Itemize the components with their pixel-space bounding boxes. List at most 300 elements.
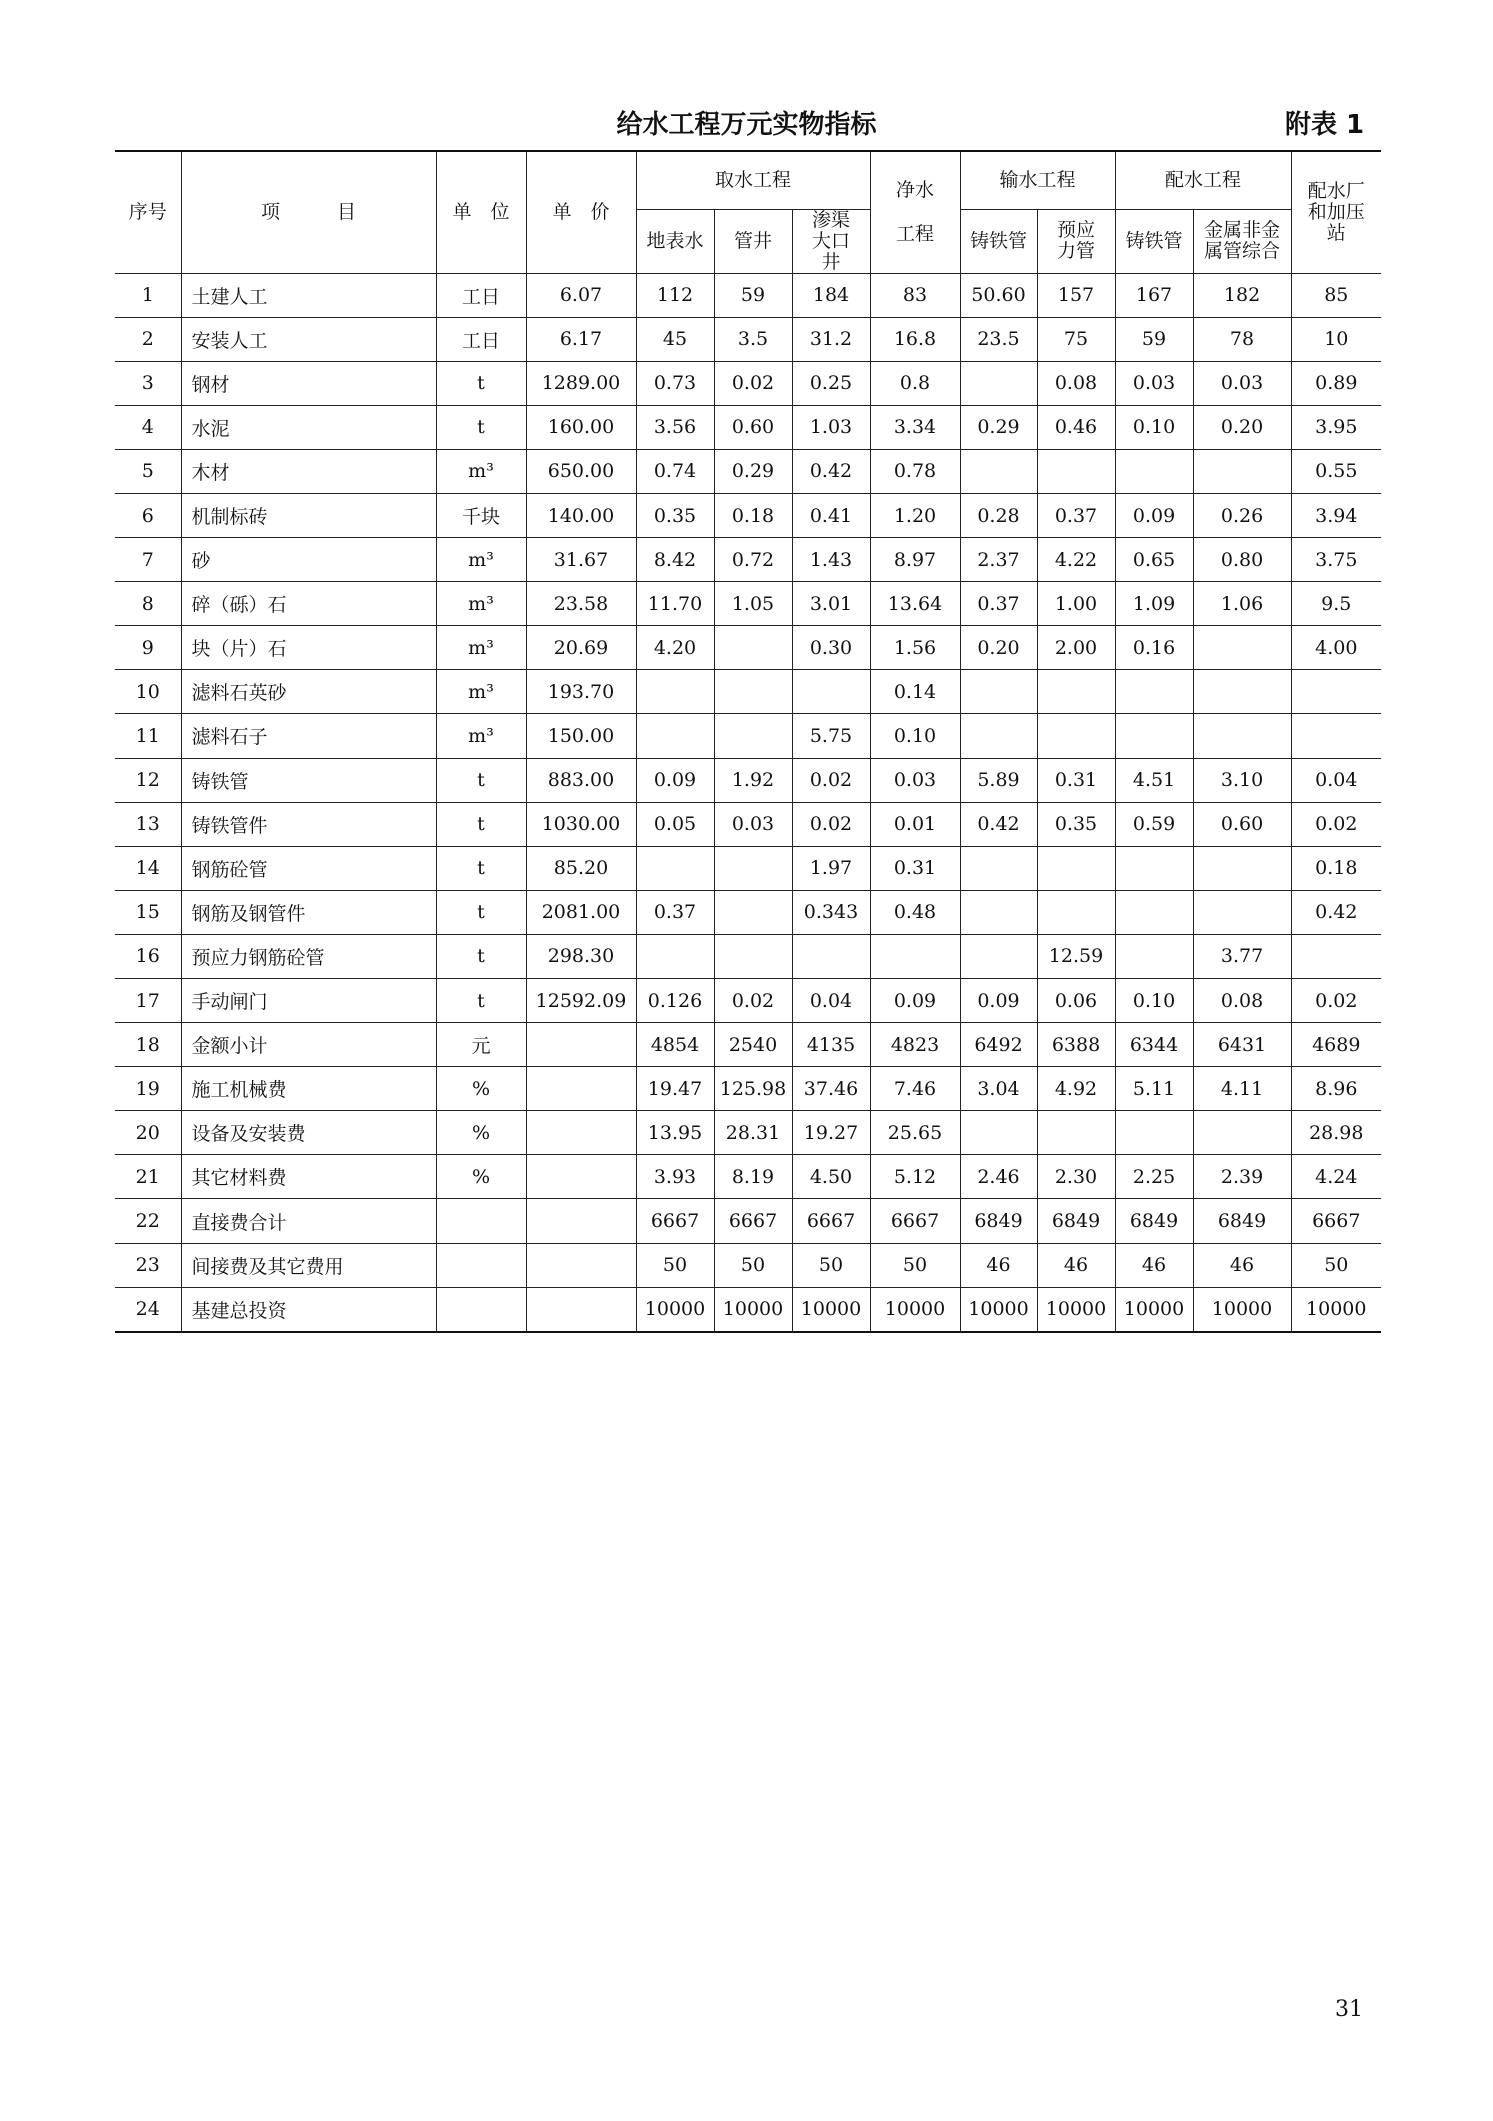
row-value: 10000	[1291, 1287, 1381, 1332]
row-value: 0.89	[1291, 361, 1381, 405]
row-item: 木材	[181, 449, 436, 493]
row-value: 0.41	[792, 493, 870, 537]
row-value: 6431	[1193, 1023, 1291, 1067]
row-value: 0.09	[960, 979, 1037, 1023]
row-value: 4689	[1291, 1023, 1381, 1067]
row-value: 4.20	[636, 626, 714, 670]
row-value: 0.03	[1193, 361, 1291, 405]
row-value: 7.46	[870, 1067, 960, 1111]
row-value: 0.20	[1193, 405, 1291, 449]
row-value: 0.72	[714, 538, 792, 582]
row-value: 12.59	[1037, 934, 1115, 978]
row-value: 6344	[1115, 1023, 1193, 1067]
row-value	[714, 890, 792, 934]
row-value	[636, 934, 714, 978]
row-value: 10000	[1115, 1287, 1193, 1332]
appendix-label: 附表 1	[1285, 110, 1365, 140]
row-value: 0.02	[792, 758, 870, 802]
table-row	[115, 670, 1381, 714]
row-value: 8.97	[870, 538, 960, 582]
row-value: 4.00	[1291, 626, 1381, 670]
row-value: 0.8	[870, 361, 960, 405]
row-value	[960, 361, 1037, 405]
table-row	[115, 802, 1381, 846]
row-value	[1115, 846, 1193, 890]
table-row	[115, 1243, 1381, 1287]
row-value: 0.35	[1037, 802, 1115, 846]
row-value	[1193, 846, 1291, 890]
row-value: 1.56	[870, 626, 960, 670]
header-dist-iron: 铸铁管	[1115, 209, 1193, 273]
row-value	[714, 714, 792, 758]
row-value: 5.75	[792, 714, 870, 758]
row-value: 0.37	[636, 890, 714, 934]
row-value: 6849	[1193, 1199, 1291, 1243]
row-price: 2081.00	[526, 890, 636, 934]
row-value: 46	[1115, 1243, 1193, 1287]
row-unit: m³	[436, 670, 526, 714]
row-number: 2	[115, 317, 181, 361]
row-value: 0.80	[1193, 538, 1291, 582]
row-price: 150.00	[526, 714, 636, 758]
row-value: 50	[1291, 1243, 1381, 1287]
row-value	[1037, 1111, 1115, 1155]
row-value: 4.50	[792, 1155, 870, 1199]
row-price: 1030.00	[526, 802, 636, 846]
row-item: 水泥	[181, 405, 436, 449]
row-value	[792, 934, 870, 978]
row-value: 6667	[1291, 1199, 1381, 1243]
row-value: 157	[1037, 273, 1115, 317]
row-value: 0.03	[714, 802, 792, 846]
row-price	[526, 1155, 636, 1199]
row-value: 46	[1037, 1243, 1115, 1287]
row-value	[1193, 626, 1291, 670]
row-value: 0.05	[636, 802, 714, 846]
header-plant: 配水厂和加压站	[1291, 151, 1381, 273]
row-price	[526, 1111, 636, 1155]
row-value: 59	[1115, 317, 1193, 361]
row-value	[1115, 670, 1193, 714]
header-distribution: 配水工程	[1115, 151, 1291, 209]
row-value: 0.42	[960, 802, 1037, 846]
row-unit: t	[436, 405, 526, 449]
row-value: 3.01	[792, 582, 870, 626]
row-price: 883.00	[526, 758, 636, 802]
row-value: 19.47	[636, 1067, 714, 1111]
row-value: 75	[1037, 317, 1115, 361]
row-value: 1.03	[792, 405, 870, 449]
row-value	[1037, 890, 1115, 934]
table-row	[115, 890, 1381, 934]
table-row	[115, 538, 1381, 582]
header-transmission: 输水工程	[960, 151, 1115, 209]
row-value	[1291, 714, 1381, 758]
row-value: 0.09	[870, 979, 960, 1023]
row-unit: %	[436, 1111, 526, 1155]
row-value: 50	[792, 1243, 870, 1287]
row-value: 5.89	[960, 758, 1037, 802]
table-row	[115, 758, 1381, 802]
row-value: 19.27	[792, 1111, 870, 1155]
row-value: 0.126	[636, 979, 714, 1023]
row-item: 钢筋及钢管件	[181, 890, 436, 934]
row-item: 施工机械费	[181, 1067, 436, 1111]
row-value: 2.30	[1037, 1155, 1115, 1199]
row-value: 10000	[1037, 1287, 1115, 1332]
row-unit: %	[436, 1067, 526, 1111]
row-value	[1037, 449, 1115, 493]
row-value: 0.04	[792, 979, 870, 1023]
indicator-table	[115, 150, 1381, 1333]
row-value: 6388	[1037, 1023, 1115, 1067]
row-value: 3.75	[1291, 538, 1381, 582]
row-price: 160.00	[526, 405, 636, 449]
row-value	[1115, 890, 1193, 934]
row-value	[714, 934, 792, 978]
row-value: 6667	[870, 1199, 960, 1243]
row-value: 11.70	[636, 582, 714, 626]
row-value: 4.22	[1037, 538, 1115, 582]
row-value: 0.16	[1115, 626, 1193, 670]
row-value: 0.74	[636, 449, 714, 493]
row-item: 金额小计	[181, 1023, 436, 1067]
row-value: 50	[636, 1243, 714, 1287]
row-number: 3	[115, 361, 181, 405]
row-value: 0.60	[714, 405, 792, 449]
row-unit: 元	[436, 1023, 526, 1067]
row-price: 85.20	[526, 846, 636, 890]
row-price: 650.00	[526, 449, 636, 493]
row-value: 3.56	[636, 405, 714, 449]
row-value: 78	[1193, 317, 1291, 361]
row-value: 6849	[1115, 1199, 1193, 1243]
row-unit	[436, 1287, 526, 1332]
row-value: 25.65	[870, 1111, 960, 1155]
table-row	[115, 1199, 1381, 1243]
row-value: 6667	[792, 1199, 870, 1243]
row-price: 31.67	[526, 538, 636, 582]
row-value: 10000	[792, 1287, 870, 1332]
row-value: 0.04	[1291, 758, 1381, 802]
row-value: 0.28	[960, 493, 1037, 537]
row-value: 28.31	[714, 1111, 792, 1155]
row-value: 46	[1193, 1243, 1291, 1287]
row-number: 22	[115, 1199, 181, 1243]
row-item: 铸铁管件	[181, 802, 436, 846]
row-value	[1193, 670, 1291, 714]
row-value: 10000	[870, 1287, 960, 1332]
row-value: 0.59	[1115, 802, 1193, 846]
row-value: 9.5	[1291, 582, 1381, 626]
row-unit: m³	[436, 626, 526, 670]
row-value: 0.25	[792, 361, 870, 405]
row-unit: t	[436, 934, 526, 978]
row-price: 298.30	[526, 934, 636, 978]
header-trans-iron: 铸铁管	[960, 209, 1037, 273]
row-value: 6667	[714, 1199, 792, 1243]
row-value: 83	[870, 273, 960, 317]
row-value	[960, 846, 1037, 890]
row-value: 3.04	[960, 1067, 1037, 1111]
row-price: 6.17	[526, 317, 636, 361]
row-value	[1193, 890, 1291, 934]
row-value	[870, 934, 960, 978]
row-number: 17	[115, 979, 181, 1023]
page-number: 31	[1335, 1997, 1363, 2022]
row-item: 滤料石子	[181, 714, 436, 758]
table-row	[115, 1067, 1381, 1111]
row-value: 1.06	[1193, 582, 1291, 626]
page-title: 给水工程万元实物指标	[616, 110, 877, 140]
row-value: 0.02	[714, 979, 792, 1023]
row-value: 0.29	[960, 405, 1037, 449]
row-value	[1037, 714, 1115, 758]
row-value: 0.55	[1291, 449, 1381, 493]
row-value	[960, 670, 1037, 714]
row-value: 0.37	[1037, 493, 1115, 537]
row-value: 50	[870, 1243, 960, 1287]
row-value	[636, 714, 714, 758]
header-intake-well: 管井	[714, 209, 792, 273]
row-value: 3.95	[1291, 405, 1381, 449]
row-value	[636, 846, 714, 890]
row-unit: t	[436, 361, 526, 405]
row-value: 6492	[960, 1023, 1037, 1067]
row-value: 10000	[636, 1287, 714, 1332]
table-row	[115, 449, 1381, 493]
row-price: 6.07	[526, 273, 636, 317]
row-value: 4854	[636, 1023, 714, 1067]
row-value: 3.94	[1291, 493, 1381, 537]
table-row	[115, 582, 1381, 626]
row-number: 19	[115, 1067, 181, 1111]
row-value: 10	[1291, 317, 1381, 361]
row-value: 167	[1115, 273, 1193, 317]
row-item: 设备及安装费	[181, 1111, 436, 1155]
header-intake: 取水工程	[636, 151, 870, 209]
row-value: 182	[1193, 273, 1291, 317]
row-value	[1037, 670, 1115, 714]
row-value: 2.37	[960, 538, 1037, 582]
row-item: 砂	[181, 538, 436, 582]
row-value: 8.19	[714, 1155, 792, 1199]
row-value: 0.02	[714, 361, 792, 405]
row-unit: m³	[436, 714, 526, 758]
row-price: 23.58	[526, 582, 636, 626]
row-value: 0.10	[870, 714, 960, 758]
row-value: 0.31	[1037, 758, 1115, 802]
row-value: 0.10	[1115, 405, 1193, 449]
row-value: 10000	[714, 1287, 792, 1332]
row-number: 4	[115, 405, 181, 449]
table-row	[115, 934, 1381, 978]
row-value: 10000	[960, 1287, 1037, 1332]
row-item: 钢材	[181, 361, 436, 405]
row-value: 0.343	[792, 890, 870, 934]
row-item: 土建人工	[181, 273, 436, 317]
row-value: 0.26	[1193, 493, 1291, 537]
row-value: 28.98	[1291, 1111, 1381, 1155]
row-number: 10	[115, 670, 181, 714]
row-value: 0.09	[636, 758, 714, 802]
row-value: 1.00	[1037, 582, 1115, 626]
row-number: 7	[115, 538, 181, 582]
row-item: 滤料石英砂	[181, 670, 436, 714]
row-value: 45	[636, 317, 714, 361]
row-value: 0.02	[1291, 802, 1381, 846]
row-value: 1.97	[792, 846, 870, 890]
row-item: 其它材料费	[181, 1155, 436, 1199]
row-value: 8.42	[636, 538, 714, 582]
row-item: 铸铁管	[181, 758, 436, 802]
row-value: 4.51	[1115, 758, 1193, 802]
row-value: 1.43	[792, 538, 870, 582]
header-dist-metal: 金属非金属管综合	[1193, 209, 1291, 273]
row-unit: 工日	[436, 317, 526, 361]
row-value: 0.08	[1193, 979, 1291, 1023]
row-number: 5	[115, 449, 181, 493]
row-value: 6849	[1037, 1199, 1115, 1243]
row-unit: m³	[436, 449, 526, 493]
row-value: 0.37	[960, 582, 1037, 626]
row-value: 125.98	[714, 1067, 792, 1111]
row-value: 13.95	[636, 1111, 714, 1155]
row-value	[960, 1111, 1037, 1155]
row-item: 安装人工	[181, 317, 436, 361]
row-value	[960, 890, 1037, 934]
row-price: 20.69	[526, 626, 636, 670]
row-item: 预应力钢筋砼管	[181, 934, 436, 978]
row-value	[1037, 846, 1115, 890]
row-item: 手动闸门	[181, 979, 436, 1023]
row-unit: t	[436, 802, 526, 846]
table-row	[115, 1155, 1381, 1199]
row-value: 0.60	[1193, 802, 1291, 846]
row-value	[1115, 1111, 1193, 1155]
header-intake-seepage: 渗渠大口井	[792, 209, 870, 273]
row-price	[526, 1023, 636, 1067]
row-value: 0.02	[792, 802, 870, 846]
row-value: 37.46	[792, 1067, 870, 1111]
row-value: 4.24	[1291, 1155, 1381, 1199]
row-value	[714, 626, 792, 670]
row-value: 50	[714, 1243, 792, 1287]
row-number: 20	[115, 1111, 181, 1155]
row-unit: t	[436, 846, 526, 890]
row-price	[526, 1067, 636, 1111]
row-value: 4135	[792, 1023, 870, 1067]
row-value: 0.42	[1291, 890, 1381, 934]
row-value: 50.60	[960, 273, 1037, 317]
table-row	[115, 1023, 1381, 1067]
row-number: 14	[115, 846, 181, 890]
row-value: 0.31	[870, 846, 960, 890]
row-value: 85	[1291, 273, 1381, 317]
row-value	[1193, 714, 1291, 758]
row-item: 碎（砾）石	[181, 582, 436, 626]
row-value: 2.39	[1193, 1155, 1291, 1199]
row-value	[1115, 934, 1193, 978]
row-value: 5.12	[870, 1155, 960, 1199]
row-unit: t	[436, 979, 526, 1023]
row-value: 0.18	[1291, 846, 1381, 890]
row-unit: t	[436, 758, 526, 802]
row-value: 0.29	[714, 449, 792, 493]
row-item: 机制标砖	[181, 493, 436, 537]
row-value: 6667	[636, 1199, 714, 1243]
row-value: 1.92	[714, 758, 792, 802]
row-value: 3.5	[714, 317, 792, 361]
table-row	[115, 846, 1381, 890]
table-row	[115, 1111, 1381, 1155]
row-value	[1115, 449, 1193, 493]
row-value: 8.96	[1291, 1067, 1381, 1111]
row-value: 0.35	[636, 493, 714, 537]
header-purify: 净水工程	[870, 151, 960, 273]
row-number: 15	[115, 890, 181, 934]
row-number: 16	[115, 934, 181, 978]
row-value: 1.20	[870, 493, 960, 537]
row-price	[526, 1199, 636, 1243]
header-intake-surface: 地表水	[636, 209, 714, 273]
row-price: 193.70	[526, 670, 636, 714]
row-value: 4823	[870, 1023, 960, 1067]
row-value	[1291, 934, 1381, 978]
table-row	[115, 979, 1381, 1023]
row-value: 5.11	[1115, 1067, 1193, 1111]
row-number: 24	[115, 1287, 181, 1332]
table-row	[115, 493, 1381, 537]
row-number: 1	[115, 273, 181, 317]
header-price: 单 价	[526, 151, 636, 273]
header-unit: 单 位	[436, 151, 526, 273]
row-number: 23	[115, 1243, 181, 1287]
row-value: 0.06	[1037, 979, 1115, 1023]
row-value	[1115, 714, 1193, 758]
row-price: 1289.00	[526, 361, 636, 405]
row-number: 21	[115, 1155, 181, 1199]
row-value: 0.10	[1115, 979, 1193, 1023]
row-value: 4.11	[1193, 1067, 1291, 1111]
row-value: 16.8	[870, 317, 960, 361]
row-number: 8	[115, 582, 181, 626]
row-value	[960, 934, 1037, 978]
row-value: 0.73	[636, 361, 714, 405]
row-value: 2.25	[1115, 1155, 1193, 1199]
header-item: 项 目	[181, 151, 436, 273]
row-value	[714, 670, 792, 714]
row-value	[1193, 449, 1291, 493]
table-row	[115, 361, 1381, 405]
row-value: 112	[636, 273, 714, 317]
row-item: 钢筋砼管	[181, 846, 436, 890]
row-value: 1.05	[714, 582, 792, 626]
row-value: 3.34	[870, 405, 960, 449]
row-value: 59	[714, 273, 792, 317]
row-value	[792, 670, 870, 714]
row-value	[960, 714, 1037, 758]
row-item: 块（片）石	[181, 626, 436, 670]
row-value: 4.92	[1037, 1067, 1115, 1111]
row-unit: %	[436, 1155, 526, 1199]
row-number: 11	[115, 714, 181, 758]
row-value: 2540	[714, 1023, 792, 1067]
header-no: 序号	[115, 151, 181, 273]
row-item: 基建总投资	[181, 1287, 436, 1332]
row-unit: 千块	[436, 493, 526, 537]
row-value: 2.46	[960, 1155, 1037, 1199]
